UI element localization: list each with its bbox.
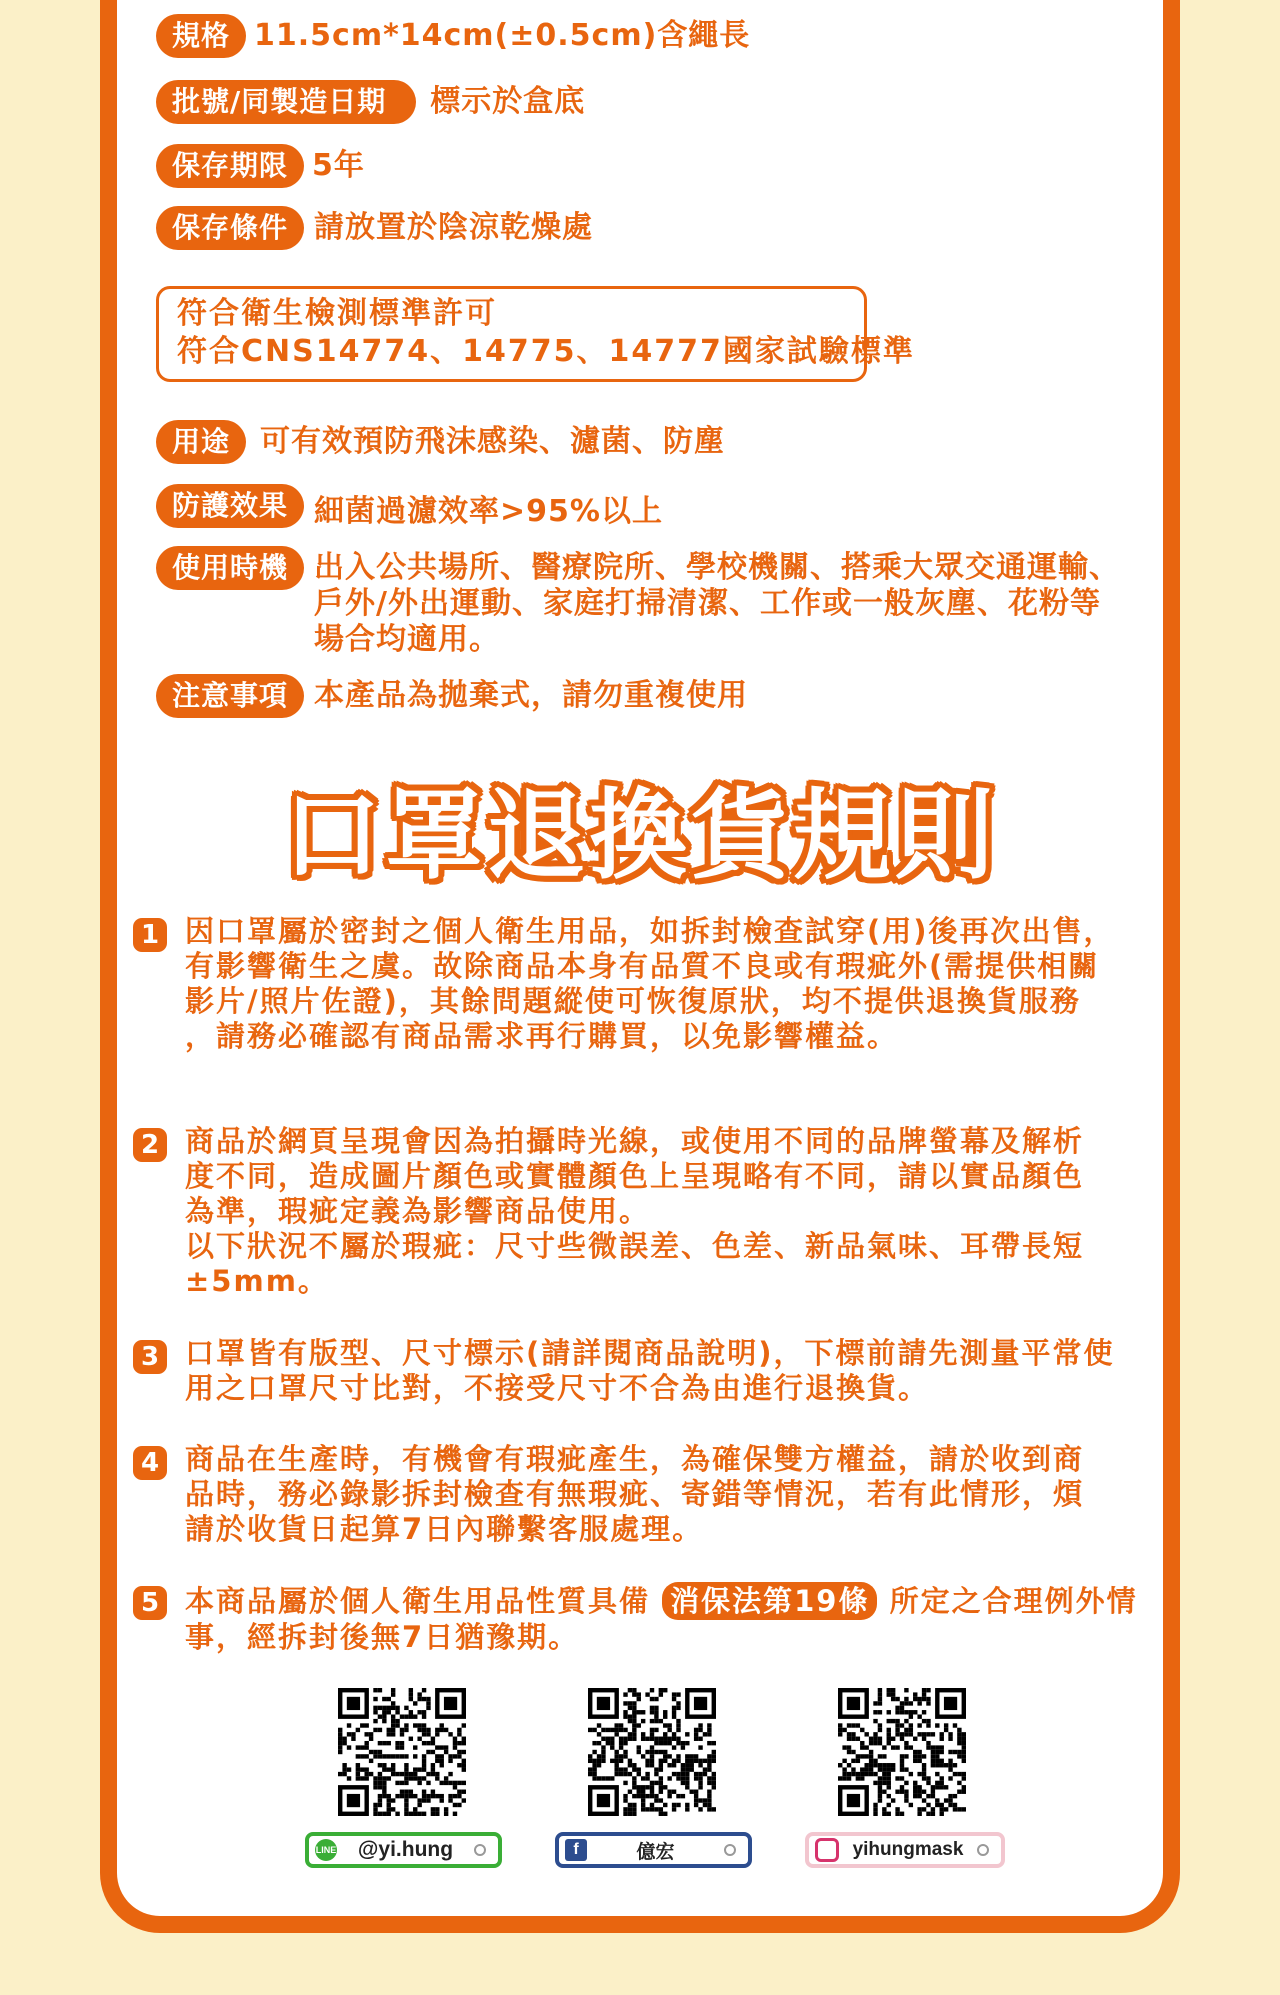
instagram-search-bar[interactable] xyxy=(805,1832,1005,1868)
rule-line: 口罩皆有版型、尺寸標示(請詳閱商品說明)，下標前請先測量平常使 xyxy=(185,1336,1115,1370)
rule-number: 1 xyxy=(133,918,167,952)
rule-line: 度不同，造成圖片顏色或實體顏色上呈現略有不同，請以實品顏色 xyxy=(185,1159,1085,1193)
rule-line: 品時，務必錄影拆封檢查有無瑕疵、寄錯等情況，若有此情形，煩 xyxy=(185,1477,1085,1511)
rule-text xyxy=(185,1124,1084,1299)
facebook-icon: f xyxy=(565,1839,587,1861)
rule-line: 為準，瑕疵定義為影響商品使用。 xyxy=(185,1194,651,1228)
facebook-name: 億宏 xyxy=(636,1840,675,1863)
certification-line: 符合CNS14774、14775、14777國家試驗標準 xyxy=(177,334,915,369)
instagram-icon xyxy=(815,1838,839,1862)
usage-value xyxy=(314,550,1120,658)
consumer-law-highlight: 消保法第19條 xyxy=(662,1582,877,1620)
rule-line: 用之口罩尺寸比對，不接受尺寸不合為由進行退換貨。 xyxy=(185,1371,930,1405)
usage-row-purpose xyxy=(156,420,725,464)
rule-text xyxy=(185,1442,1084,1547)
usage-value: 本產品為拋棄式，請勿重複使用 xyxy=(314,678,749,713)
rule-line: 本商品屬於個人衛生用品性質具備 xyxy=(185,1584,651,1618)
usage-line: 出入公共場所、醫療院所、學校機關、搭乘大眾交通運輸、 xyxy=(314,550,1121,585)
rule-number: 2 xyxy=(133,1128,167,1162)
usage-tag: 防護效果 xyxy=(156,484,304,528)
rule-text xyxy=(185,1336,1115,1406)
usage-tag: 用途 xyxy=(156,420,246,464)
rule-line: 商品在生產時，有機會有瑕疵產生，為確保雙方權益，請於收到商 xyxy=(185,1442,1085,1476)
qr-facebook xyxy=(552,1688,752,1816)
usage-row-occasion xyxy=(156,546,1120,658)
rule-item xyxy=(133,1442,1163,1547)
spec-tag: 保存期限 xyxy=(156,144,304,188)
instagram-handle: yihungmask xyxy=(852,1839,964,1860)
rule-item xyxy=(133,1124,1163,1299)
line-search-bar[interactable] xyxy=(305,1832,502,1868)
facebook-search-bar[interactable] xyxy=(555,1832,752,1868)
rule-number: 4 xyxy=(133,1446,167,1480)
line-icon: LINE xyxy=(315,1839,337,1861)
spec-row-shelf-life xyxy=(156,144,365,188)
qr-code-icon[interactable] xyxy=(338,1688,466,1816)
return-policy-title: 口罩退換貨規則 xyxy=(282,779,997,893)
usage-tag: 使用時機 xyxy=(156,546,304,590)
rule-text xyxy=(185,1582,1138,1655)
spec-value: 5年 xyxy=(312,148,365,183)
qr-line xyxy=(302,1688,502,1816)
qr-code-icon[interactable] xyxy=(838,1688,966,1816)
spec-value: 11.5cm*14cm(±0.5cm)含繩長 xyxy=(254,18,751,53)
rule-line: 所定之合理例外情 xyxy=(889,1584,1138,1618)
search-icon xyxy=(977,1844,989,1856)
spec-row-size xyxy=(156,14,750,58)
rule-line: 請於收貨日起算7日內聯繫客服處理。 xyxy=(185,1512,704,1546)
rule-line: 商品於網頁呈現會因為拍攝時光線，或使用不同的品牌螢幕及解析 xyxy=(185,1124,1085,1158)
qr-code-icon[interactable] xyxy=(588,1688,716,1816)
rule-line: 事，經拆封後無7日猶豫期。 xyxy=(185,1620,580,1654)
rule-line: ，請務必確認有商品需求再行購買，以免影響權益。 xyxy=(185,1019,899,1053)
rule-text xyxy=(185,914,1115,1054)
usage-line: 戶外/外出運動、家庭打掃清潔、工作或一般灰塵、花粉等 xyxy=(314,586,1101,621)
rule-line: 有影響衛生之虞。故除商品本身有品質不良或有瑕疵外(需提供相關 xyxy=(185,949,1100,983)
usage-value: 可有效預防飛沫感染、濾菌、防塵 xyxy=(260,424,726,459)
rule-line: 影片/照片佐證)，其餘問題縱使可恢復原狀，均不提供退換貨服務 xyxy=(185,984,1081,1018)
certification-box xyxy=(156,286,915,382)
rule-number: 5 xyxy=(133,1586,167,1620)
usage-line: 場合均適用。 xyxy=(314,622,501,657)
rule-line: 以下狀況不屬於瑕疵：尺寸些微誤差、色差、新品氣味、耳帶長短 xyxy=(185,1229,1085,1263)
spec-tag: 保存條件 xyxy=(156,206,304,250)
usage-tag: 注意事項 xyxy=(156,674,304,718)
search-icon xyxy=(724,1844,736,1856)
rule-item xyxy=(133,914,1163,1054)
certification-line: 符合衛生檢測標準許可 xyxy=(177,296,497,331)
rule-line: 因口罩屬於密封之個人衛生用品，如拆封檢查試穿(用)後再次出售， xyxy=(185,914,1115,948)
qr-instagram xyxy=(802,1688,1002,1816)
spec-tag: 規格 xyxy=(156,14,246,58)
rule-number: 3 xyxy=(133,1340,167,1374)
spec-value: 標示於盒底 xyxy=(430,84,586,119)
spec-row-storage xyxy=(156,206,593,250)
spec-row-batch xyxy=(156,80,585,124)
usage-value: 細菌過濾效率>95%以上 xyxy=(314,494,663,529)
search-icon xyxy=(474,1844,486,1856)
rule-line: ±5mm。 xyxy=(185,1264,329,1298)
usage-row-effect xyxy=(156,484,663,534)
rule-item xyxy=(133,1336,1163,1406)
spec-tag: 批號/同製造日期 xyxy=(156,80,416,124)
spec-value: 請放置於陰涼乾燥處 xyxy=(314,210,594,245)
usage-row-notice xyxy=(156,674,748,718)
rule-item xyxy=(133,1582,1163,1655)
line-id: @yi.hung xyxy=(357,1838,454,1861)
